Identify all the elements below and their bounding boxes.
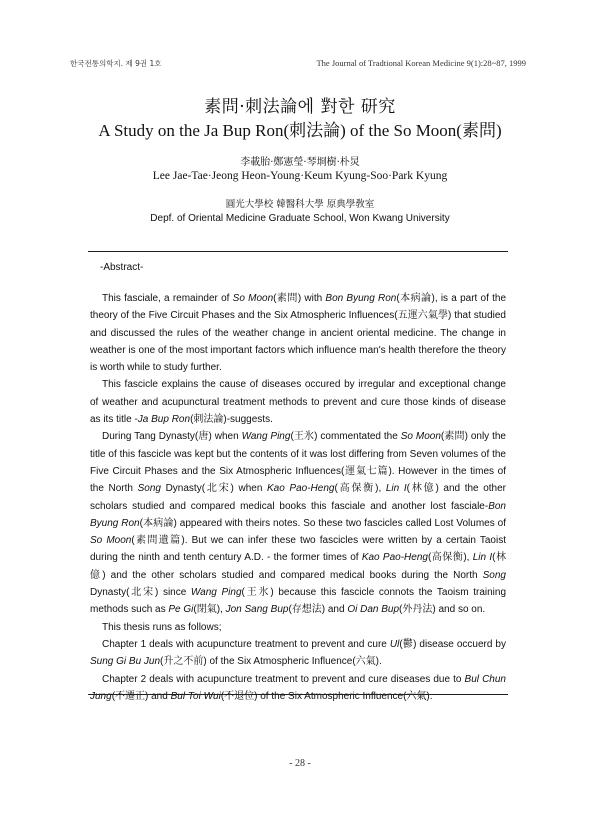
italic-term: Bon Byung Ron xyxy=(325,293,397,304)
text-run: (鬱) disease occuerd by xyxy=(399,638,506,650)
authors-korean: 李載胎·鄭憲瑩·琴埛樹·朴炅 xyxy=(240,157,360,168)
text-run: (素問) with xyxy=(273,293,326,304)
abstract-paragraph xyxy=(90,290,506,376)
abstract-paragraph xyxy=(90,619,506,636)
text-run: This fasciale, a remainder of xyxy=(102,293,233,304)
text-run: (本病論), is a part of the theory of the Five Circuit Phases and the Six Atmospheric Influences(五運六氣學) that studied and discussed the rules of the weather change in ancient oriental medicine. The change in weather is one of the most important factors which influence man's health therefore the theory is worth while to study further. xyxy=(90,293,507,374)
text-run: This thesis runs as follows; xyxy=(102,621,222,633)
italic-term: Wang Ping xyxy=(190,587,242,599)
affiliation-korean: 圓光大學校 韓醫科大學 原典學敎室 xyxy=(225,199,375,210)
journal-header-korean: 한국전통의학지. 제 9권 1호 xyxy=(70,59,162,68)
text-run: Chapter 1 deals with acupuncture treatment to prevent and cure xyxy=(102,638,390,650)
text-run: (不遷正) and xyxy=(111,690,171,702)
text-run: (外丹法) and so on. xyxy=(399,604,486,616)
abstract-bottom-rule xyxy=(88,694,508,695)
text-run: (王氷) commentated the xyxy=(290,431,401,443)
abstract-paragraph xyxy=(90,636,506,671)
abstract-body xyxy=(90,290,506,705)
text-run: Dynasty(北宋) since xyxy=(90,587,191,599)
journal-header-english: The Journal of Tradtional Korean Medicine 9(1):28~87, 1999 xyxy=(316,58,526,68)
text-run: (刺法論)-suggests. xyxy=(190,414,273,426)
text-run: (本病論) appeared with theirs notes. So these two fascicles called Lost Volumes of xyxy=(139,517,506,529)
authors-english: Lee Jae-Tae·Jeong Heon-Young·Keum Kyung-Soo·Park Kyung xyxy=(152,170,448,182)
title-english: A Study on the Ja Bup Ron(刺法論) of the So Moon(素問) xyxy=(98,121,502,140)
text-run: During Tang Dynasty(唐) when xyxy=(102,431,242,443)
abstract-paragraph xyxy=(90,376,506,428)
italic-term: Bul Toi Wui xyxy=(170,690,221,702)
text-run: (高保衡), xyxy=(334,483,386,495)
abstract-paragraph xyxy=(90,671,506,706)
text-run: (王氷) because this fascicle connots the Taoism training methods such as xyxy=(90,587,507,616)
title-korean: 素問·刺法論에 對한 研究 xyxy=(204,97,396,117)
abstract-paragraph xyxy=(90,428,506,618)
text-run: (存想法) and xyxy=(288,604,348,616)
italic-term: Wang Ping xyxy=(241,431,291,443)
text-run: (升之不前) of the Six Atmospheric Influence(六氣). xyxy=(160,656,382,668)
italic-term: Lin I xyxy=(472,552,493,564)
italic-term: Oi Dan Bup xyxy=(347,604,400,616)
italic-term: Song xyxy=(137,483,161,495)
abstract-top-rule xyxy=(88,251,508,252)
italic-term: Kao Pao-Heng xyxy=(361,552,428,564)
italic-term: So Moon xyxy=(232,293,274,304)
italic-term: So Moon xyxy=(400,431,441,443)
text-run: (素問) only the title of this fascicle was kept but the contents of it was lost differing from Seven volumes of the Five Circuit Phases and the Six Atmospheric Influences(運氣七篇). However in the times of the North xyxy=(90,431,506,495)
italic-term: Bul Chun Jung xyxy=(90,673,506,702)
text-run: Chapter 2 deals with acupuncture treatment to prevent and cure diseases due to xyxy=(102,673,465,685)
italic-term: Ja Bup Ron xyxy=(137,414,191,426)
italic-term: Song xyxy=(482,569,506,581)
text-run: (高保衡), xyxy=(427,552,473,564)
text-run: Dynasty(北宋) when xyxy=(160,483,267,495)
text-run: (閉氣), xyxy=(193,604,226,616)
italic-term: Ul xyxy=(389,638,400,650)
italic-term: Bon Byung Ron xyxy=(90,500,506,529)
italic-term: Kao Pao-Heng xyxy=(267,483,335,495)
italic-term: So Moon xyxy=(90,535,132,547)
text-run: (不退位) of the Six Atmospheric Influence(六氣). xyxy=(220,690,433,702)
italic-term: Sung Gi Bu Jun xyxy=(90,656,161,668)
affiliation-english: Depf. of Oriental Medicine Graduate School, Won Kwang University xyxy=(150,213,450,224)
italic-term: Jon Sang Bup xyxy=(225,604,289,616)
text-run: (素問遺篇). But we can infer these two fascicles were written by a certain Taoist during the ninth and tenth century A.D. - the former times of xyxy=(90,535,506,564)
text-run: This fascicle explains the cause of diseases occured by irregular and exceptional change of weather and acupunctural treatment methods to prevent and cure those kinds of disease as its title - xyxy=(90,379,506,426)
abstract-label: -Abstract- xyxy=(100,262,144,273)
page-number: - 28 - xyxy=(289,758,311,769)
italic-term: Lin I xyxy=(385,483,407,495)
italic-term: Pe Gi xyxy=(168,604,194,616)
text-run: (林億) and the other scholars studied and compared medical books during the North xyxy=(90,552,506,581)
text-run: (林億) and the other scholars studied and compared medical books this fasciale and another lost fasciale- xyxy=(90,483,507,512)
